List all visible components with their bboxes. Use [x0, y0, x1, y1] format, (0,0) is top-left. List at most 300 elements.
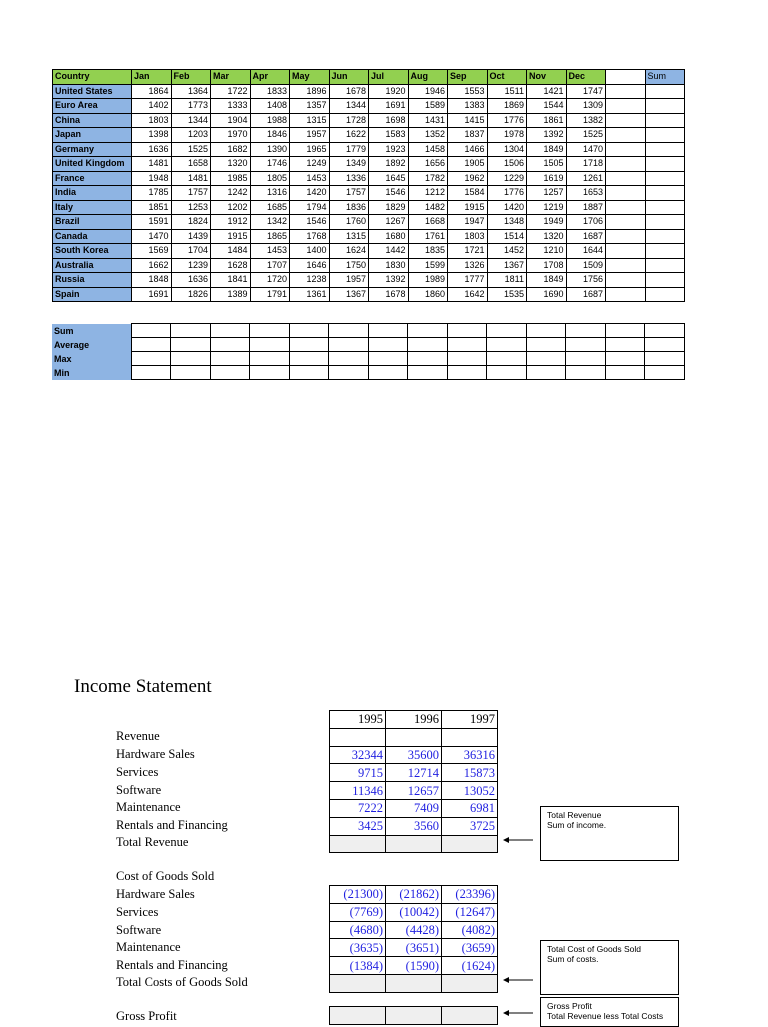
value-cell[interactable]: 1690	[527, 287, 567, 302]
value-cell[interactable]: 1212	[408, 186, 448, 201]
empty-cell[interactable]	[386, 728, 442, 746]
summary-cell[interactable]	[171, 352, 211, 366]
value-cell[interactable]: 1779	[329, 142, 369, 157]
value-cell[interactable]: 1912	[211, 215, 251, 230]
value-cell[interactable]: 1680	[369, 229, 409, 244]
value-cell[interactable]: 1869	[487, 99, 527, 114]
summary-cell[interactable]	[408, 338, 448, 352]
column-header-month[interactable]: Jul	[369, 70, 409, 85]
sum-cell[interactable]	[645, 186, 685, 201]
total-cogs-cell[interactable]	[330, 974, 386, 992]
summary-cell[interactable]	[210, 366, 250, 380]
country-cell[interactable]: United Kingdom	[53, 157, 132, 172]
value-cell[interactable]: 1757	[329, 186, 369, 201]
input-cell[interactable]: (1384)	[330, 957, 386, 975]
value-cell[interactable]: 1242	[211, 186, 251, 201]
value-cell[interactable]: 1546	[290, 215, 330, 230]
value-cell[interactable]: 1962	[448, 171, 488, 186]
column-header-month[interactable]: Jun	[329, 70, 369, 85]
value-cell[interactable]: 1470	[132, 229, 172, 244]
value-cell[interactable]: 1848	[132, 273, 172, 288]
input-cell[interactable]: (23396)	[442, 886, 498, 904]
summary-cell[interactable]	[289, 352, 329, 366]
column-header-month[interactable]: Mar	[211, 70, 251, 85]
empty-cell[interactable]	[606, 99, 646, 114]
input-cell[interactable]: 15873	[442, 764, 498, 782]
value-cell[interactable]: 1794	[290, 200, 330, 215]
value-cell[interactable]: 1642	[448, 287, 488, 302]
value-cell[interactable]: 1691	[369, 99, 409, 114]
summary-label[interactable]: Max	[52, 352, 131, 366]
country-cell[interactable]: Australia	[53, 258, 132, 273]
value-cell[interactable]: 1791	[250, 287, 290, 302]
input-cell[interactable]: (21300)	[330, 886, 386, 904]
sum-cell[interactable]	[645, 273, 685, 288]
summary-label[interactable]: Sum	[52, 324, 131, 338]
summary-cell[interactable]	[210, 352, 250, 366]
value-cell[interactable]: 1653	[566, 186, 606, 201]
summary-cell[interactable]	[210, 324, 250, 338]
summary-cell[interactable]	[171, 366, 211, 380]
value-cell[interactable]: 1619	[527, 171, 567, 186]
value-cell[interactable]: 1721	[448, 244, 488, 259]
value-cell[interactable]: 1420	[487, 200, 527, 215]
input-cell[interactable]: (3635)	[330, 939, 386, 957]
value-cell[interactable]: 1691	[132, 287, 172, 302]
summary-cell[interactable]	[605, 324, 645, 338]
value-cell[interactable]: 1315	[290, 113, 330, 128]
value-cell[interactable]: 1920	[369, 84, 409, 99]
empty-cell[interactable]	[606, 157, 646, 172]
summary-cell[interactable]	[447, 352, 487, 366]
summary-cell[interactable]	[408, 366, 448, 380]
value-cell[interactable]: 1747	[566, 84, 606, 99]
summary-cell[interactable]	[329, 352, 369, 366]
value-cell[interactable]: 1757	[171, 186, 211, 201]
value-cell[interactable]: 1662	[132, 258, 172, 273]
value-cell[interactable]: 1698	[369, 113, 409, 128]
country-cell[interactable]: India	[53, 186, 132, 201]
value-cell[interactable]: 1685	[250, 200, 290, 215]
value-cell[interactable]: 1645	[369, 171, 409, 186]
total-cogs-cell[interactable]	[386, 974, 442, 992]
summary-cell[interactable]	[526, 324, 566, 338]
value-cell[interactable]: 1707	[250, 258, 290, 273]
input-cell[interactable]: (4082)	[442, 921, 498, 939]
summary-cell[interactable]	[131, 352, 171, 366]
summary-cell[interactable]	[408, 352, 448, 366]
value-cell[interactable]: 1392	[369, 273, 409, 288]
sum-cell[interactable]	[645, 258, 685, 273]
value-cell[interactable]: 1431	[408, 113, 448, 128]
value-cell[interactable]: 1829	[369, 200, 409, 215]
value-cell[interactable]: 1583	[369, 128, 409, 143]
value-cell[interactable]: 1949	[527, 215, 567, 230]
value-cell[interactable]: 1830	[369, 258, 409, 273]
input-cell[interactable]: (3651)	[386, 939, 442, 957]
country-cell[interactable]: Brazil	[53, 215, 132, 230]
value-cell[interactable]: 1249	[290, 157, 330, 172]
value-cell[interactable]: 1785	[132, 186, 172, 201]
value-cell[interactable]: 1756	[566, 273, 606, 288]
summary-cell[interactable]	[289, 338, 329, 352]
value-cell[interactable]: 1678	[329, 84, 369, 99]
summary-cell[interactable]	[605, 352, 645, 366]
value-cell[interactable]: 1210	[527, 244, 567, 259]
value-cell[interactable]: 1636	[132, 142, 172, 157]
value-cell[interactable]: 1678	[369, 287, 409, 302]
value-cell[interactable]: 1636	[171, 273, 211, 288]
empty-header-cell[interactable]	[606, 70, 646, 85]
value-cell[interactable]: 1420	[290, 186, 330, 201]
summary-cell[interactable]	[210, 338, 250, 352]
input-cell[interactable]: 32344	[330, 746, 386, 764]
sum-cell[interactable]	[645, 244, 685, 259]
value-cell[interactable]: 1544	[527, 99, 567, 114]
value-cell[interactable]: 1957	[329, 273, 369, 288]
value-cell[interactable]: 1865	[250, 229, 290, 244]
value-cell[interactable]: 1316	[250, 186, 290, 201]
value-cell[interactable]: 1525	[171, 142, 211, 157]
value-cell[interactable]: 1892	[369, 157, 409, 172]
summary-cell[interactable]	[329, 366, 369, 380]
value-cell[interactable]: 1525	[566, 128, 606, 143]
value-cell[interactable]: 1315	[329, 229, 369, 244]
value-cell[interactable]: 1509	[566, 258, 606, 273]
summary-cell[interactable]	[487, 366, 527, 380]
summary-cell[interactable]	[526, 366, 566, 380]
value-cell[interactable]: 1708	[527, 258, 567, 273]
summary-cell[interactable]	[368, 324, 408, 338]
value-cell[interactable]: 1344	[329, 99, 369, 114]
gross-profit-cell[interactable]	[386, 1007, 442, 1025]
value-cell[interactable]: 1453	[290, 171, 330, 186]
country-cell[interactable]: Canada	[53, 229, 132, 244]
value-cell[interactable]: 1728	[329, 113, 369, 128]
column-header-month[interactable]: Jan	[132, 70, 172, 85]
value-cell[interactable]: 1367	[329, 287, 369, 302]
value-cell[interactable]: 1452	[487, 244, 527, 259]
value-cell[interactable]: 1382	[566, 113, 606, 128]
summary-cell[interactable]	[329, 338, 369, 352]
value-cell[interactable]: 1833	[250, 84, 290, 99]
value-cell[interactable]: 1923	[369, 142, 409, 157]
input-cell[interactable]: (4428)	[386, 921, 442, 939]
summary-cell[interactable]	[250, 338, 290, 352]
value-cell[interactable]: 1415	[448, 113, 488, 128]
country-cell[interactable]: United States	[53, 84, 132, 99]
value-cell[interactable]: 1687	[566, 229, 606, 244]
sum-cell[interactable]	[645, 157, 685, 172]
value-cell[interactable]: 1682	[211, 142, 251, 157]
value-cell[interactable]: 1506	[487, 157, 527, 172]
value-cell[interactable]: 1985	[211, 171, 251, 186]
value-cell[interactable]: 1514	[487, 229, 527, 244]
value-cell[interactable]: 1599	[408, 258, 448, 273]
sum-cell[interactable]	[645, 287, 685, 302]
value-cell[interactable]: 1408	[250, 99, 290, 114]
value-cell[interactable]: 1392	[527, 128, 567, 143]
column-header-month[interactable]: Dec	[566, 70, 606, 85]
country-cell[interactable]: Spain	[53, 287, 132, 302]
value-cell[interactable]: 1718	[566, 157, 606, 172]
value-cell[interactable]: 1267	[369, 215, 409, 230]
empty-cell[interactable]	[606, 287, 646, 302]
summary-cell[interactable]	[171, 324, 211, 338]
gross-profit-cell[interactable]	[330, 1007, 386, 1025]
input-cell[interactable]: 7409	[386, 799, 442, 817]
input-cell[interactable]: 3560	[386, 817, 442, 835]
value-cell[interactable]: 1400	[290, 244, 330, 259]
country-cell[interactable]: South Korea	[53, 244, 132, 259]
value-cell[interactable]: 1864	[132, 84, 172, 99]
value-cell[interactable]: 1352	[408, 128, 448, 143]
value-cell[interactable]: 1658	[171, 157, 211, 172]
empty-cell[interactable]	[606, 113, 646, 128]
value-cell[interactable]: 1505	[527, 157, 567, 172]
input-cell[interactable]: 7222	[330, 799, 386, 817]
value-cell[interactable]: 1957	[290, 128, 330, 143]
value-cell[interactable]: 1805	[250, 171, 290, 186]
sum-cell[interactable]	[645, 84, 685, 99]
summary-cell[interactable]	[605, 338, 645, 352]
column-header-country[interactable]: Country	[53, 70, 132, 85]
value-cell[interactable]: 1349	[329, 157, 369, 172]
value-cell[interactable]: 1364	[171, 84, 211, 99]
column-header-month[interactable]: Sep	[448, 70, 488, 85]
value-cell[interactable]: 1569	[132, 244, 172, 259]
column-header-month[interactable]: Nov	[527, 70, 567, 85]
value-cell[interactable]: 1482	[408, 200, 448, 215]
value-cell[interactable]: 1553	[448, 84, 488, 99]
summary-cell[interactable]	[605, 366, 645, 380]
value-cell[interactable]: 1203	[171, 128, 211, 143]
summary-cell[interactable]	[487, 338, 527, 352]
summary-cell[interactable]	[250, 324, 290, 338]
value-cell[interactable]: 1591	[132, 215, 172, 230]
value-cell[interactable]: 1860	[408, 287, 448, 302]
sum-cell[interactable]	[645, 99, 685, 114]
empty-cell[interactable]	[606, 84, 646, 99]
empty-cell[interactable]	[606, 200, 646, 215]
value-cell[interactable]: 1826	[171, 287, 211, 302]
value-cell[interactable]: 1704	[171, 244, 211, 259]
value-cell[interactable]: 1398	[132, 128, 172, 143]
empty-cell[interactable]	[330, 728, 386, 746]
value-cell[interactable]: 1336	[329, 171, 369, 186]
value-cell[interactable]: 1768	[290, 229, 330, 244]
summary-cell[interactable]	[566, 324, 606, 338]
summary-cell[interactable]	[645, 352, 685, 366]
value-cell[interactable]: 1239	[171, 258, 211, 273]
input-cell[interactable]: 13052	[442, 782, 498, 800]
input-cell[interactable]: (7769)	[330, 903, 386, 921]
input-cell[interactable]: (12647)	[442, 903, 498, 921]
value-cell[interactable]: 1320	[527, 229, 567, 244]
value-cell[interactable]: 1309	[566, 99, 606, 114]
summary-cell[interactable]	[645, 324, 685, 338]
summary-label[interactable]: Min	[52, 366, 131, 380]
input-cell[interactable]: (3659)	[442, 939, 498, 957]
value-cell[interactable]: 1326	[448, 258, 488, 273]
value-cell[interactable]: 1946	[408, 84, 448, 99]
column-header-month[interactable]: Aug	[408, 70, 448, 85]
value-cell[interactable]: 1851	[132, 200, 172, 215]
summary-cell[interactable]	[526, 338, 566, 352]
value-cell[interactable]: 1484	[211, 244, 251, 259]
value-cell[interactable]: 1836	[329, 200, 369, 215]
summary-cell[interactable]	[250, 366, 290, 380]
summary-cell[interactable]	[131, 324, 171, 338]
empty-cell[interactable]	[606, 229, 646, 244]
total-cogs-cell[interactable]	[442, 974, 498, 992]
empty-cell[interactable]	[606, 244, 646, 259]
input-cell[interactable]: (1624)	[442, 957, 498, 975]
value-cell[interactable]: 1511	[487, 84, 527, 99]
value-cell[interactable]: 1803	[132, 113, 172, 128]
sum-cell[interactable]	[645, 113, 685, 128]
summary-cell[interactable]	[368, 366, 408, 380]
value-cell[interactable]: 1656	[408, 157, 448, 172]
value-cell[interactable]: 1887	[566, 200, 606, 215]
total-revenue-cell[interactable]	[386, 835, 442, 853]
value-cell[interactable]: 1421	[527, 84, 567, 99]
gross-profit-cell[interactable]	[442, 1007, 498, 1025]
summary-cell[interactable]	[487, 324, 527, 338]
input-cell[interactable]: 3425	[330, 817, 386, 835]
value-cell[interactable]: 1965	[290, 142, 330, 157]
value-cell[interactable]: 1947	[448, 215, 488, 230]
value-cell[interactable]: 1988	[250, 113, 290, 128]
summary-cell[interactable]	[368, 338, 408, 352]
total-revenue-cell[interactable]	[442, 835, 498, 853]
value-cell[interactable]: 1720	[250, 273, 290, 288]
input-cell[interactable]: (21862)	[386, 886, 442, 904]
summary-cell[interactable]	[447, 366, 487, 380]
country-cell[interactable]: Japan	[53, 128, 132, 143]
empty-cell[interactable]	[606, 273, 646, 288]
value-cell[interactable]: 1344	[171, 113, 211, 128]
column-header-month[interactable]: May	[290, 70, 330, 85]
summary-cell[interactable]	[645, 366, 685, 380]
value-cell[interactable]: 1777	[448, 273, 488, 288]
summary-cell[interactable]	[566, 366, 606, 380]
value-cell[interactable]: 1535	[487, 287, 527, 302]
value-cell[interactable]: 1915	[211, 229, 251, 244]
country-cell[interactable]: China	[53, 113, 132, 128]
empty-cell[interactable]	[606, 215, 646, 230]
value-cell[interactable]: 1320	[211, 157, 251, 172]
input-cell[interactable]: (10042)	[386, 903, 442, 921]
summary-cell[interactable]	[645, 338, 685, 352]
value-cell[interactable]: 1849	[527, 273, 567, 288]
value-cell[interactable]: 1348	[487, 215, 527, 230]
country-cell[interactable]: Italy	[53, 200, 132, 215]
summary-cell[interactable]	[368, 352, 408, 366]
summary-cell[interactable]	[487, 352, 527, 366]
sum-cell[interactable]	[645, 128, 685, 143]
value-cell[interactable]: 1622	[329, 128, 369, 143]
value-cell[interactable]: 1442	[369, 244, 409, 259]
summary-cell[interactable]	[408, 324, 448, 338]
value-cell[interactable]: 1257	[527, 186, 567, 201]
value-cell[interactable]: 1896	[290, 84, 330, 99]
value-cell[interactable]: 1861	[527, 113, 567, 128]
summary-label[interactable]: Average	[52, 338, 131, 352]
input-cell[interactable]: (4680)	[330, 921, 386, 939]
value-cell[interactable]: 1361	[290, 287, 330, 302]
value-cell[interactable]: 1453	[250, 244, 290, 259]
value-cell[interactable]: 1760	[329, 215, 369, 230]
value-cell[interactable]: 1644	[566, 244, 606, 259]
summary-cell[interactable]	[289, 324, 329, 338]
value-cell[interactable]: 1782	[408, 171, 448, 186]
sum-cell[interactable]	[645, 142, 685, 157]
summary-cell[interactable]	[131, 338, 171, 352]
empty-cell[interactable]	[606, 186, 646, 201]
value-cell[interactable]: 1904	[211, 113, 251, 128]
value-cell[interactable]: 1989	[408, 273, 448, 288]
input-cell[interactable]: 12714	[386, 764, 442, 782]
value-cell[interactable]: 1481	[171, 171, 211, 186]
value-cell[interactable]: 1253	[171, 200, 211, 215]
summary-cell[interactable]	[526, 352, 566, 366]
input-cell[interactable]: 3725	[442, 817, 498, 835]
empty-cell[interactable]	[606, 171, 646, 186]
value-cell[interactable]: 1546	[369, 186, 409, 201]
value-cell[interactable]: 1238	[290, 273, 330, 288]
value-cell[interactable]: 1229	[487, 171, 527, 186]
value-cell[interactable]: 1849	[527, 142, 567, 157]
empty-cell[interactable]	[606, 258, 646, 273]
value-cell[interactable]: 1722	[211, 84, 251, 99]
value-cell[interactable]: 1383	[448, 99, 488, 114]
value-cell[interactable]: 1915	[448, 200, 488, 215]
value-cell[interactable]: 1466	[448, 142, 488, 157]
column-header-month[interactable]: Apr	[250, 70, 290, 85]
summary-cell[interactable]	[171, 338, 211, 352]
value-cell[interactable]: 1367	[487, 258, 527, 273]
value-cell[interactable]: 1706	[566, 215, 606, 230]
value-cell[interactable]: 1750	[329, 258, 369, 273]
value-cell[interactable]: 1668	[408, 215, 448, 230]
value-cell[interactable]: 1402	[132, 99, 172, 114]
input-cell[interactable]: 6981	[442, 799, 498, 817]
column-header-sum[interactable]: Sum	[645, 70, 685, 85]
value-cell[interactable]: 1837	[448, 128, 488, 143]
value-cell[interactable]: 1481	[132, 157, 172, 172]
value-cell[interactable]: 1458	[408, 142, 448, 157]
value-cell[interactable]: 1389	[211, 287, 251, 302]
value-cell[interactable]: 1761	[408, 229, 448, 244]
value-cell[interactable]: 1746	[250, 157, 290, 172]
sum-cell[interactable]	[645, 171, 685, 186]
country-cell[interactable]: Russia	[53, 273, 132, 288]
value-cell[interactable]: 1342	[250, 215, 290, 230]
empty-cell[interactable]	[442, 728, 498, 746]
value-cell[interactable]: 1846	[250, 128, 290, 143]
empty-cell[interactable]	[606, 142, 646, 157]
value-cell[interactable]: 1261	[566, 171, 606, 186]
value-cell[interactable]: 1773	[171, 99, 211, 114]
country-cell[interactable]: Euro Area	[53, 99, 132, 114]
value-cell[interactable]: 1624	[329, 244, 369, 259]
value-cell[interactable]: 1439	[171, 229, 211, 244]
column-header-month[interactable]: Feb	[171, 70, 211, 85]
value-cell[interactable]: 1776	[487, 186, 527, 201]
empty-cell[interactable]	[606, 128, 646, 143]
total-revenue-cell[interactable]	[330, 835, 386, 853]
